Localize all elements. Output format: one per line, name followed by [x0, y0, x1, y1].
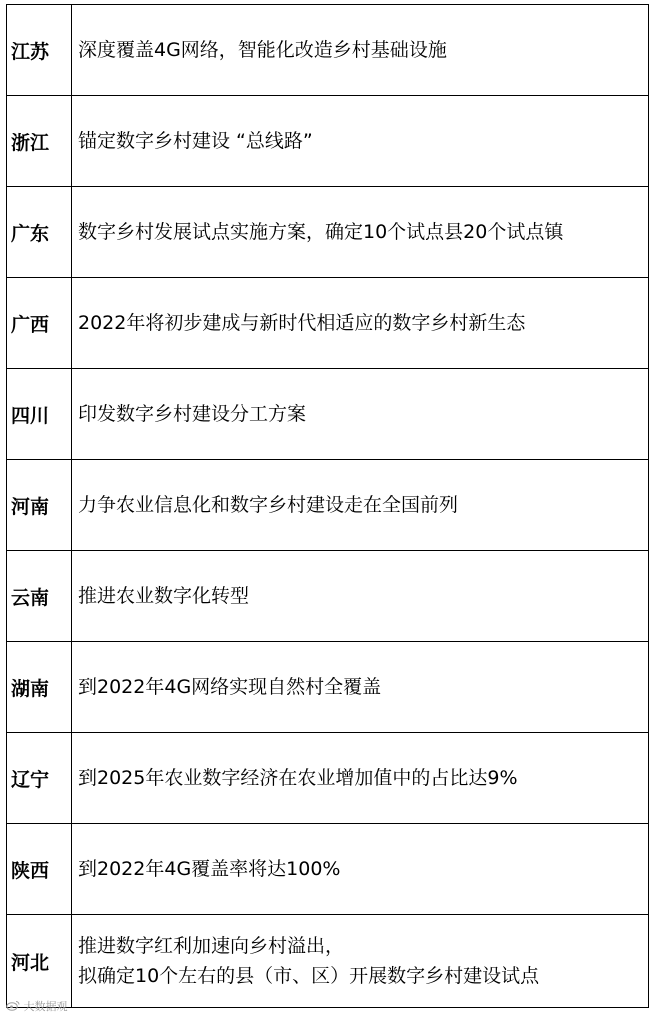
- policy-description: [72, 551, 649, 642]
- policy-line: 到2022年4G覆盖率将达100%: [78, 858, 341, 880]
- table-row: [7, 915, 649, 1008]
- province-name: 广东: [7, 187, 72, 278]
- table-row: [7, 642, 649, 733]
- table-row: [7, 551, 649, 642]
- table-row: [7, 733, 649, 824]
- province-policy-table: [6, 4, 649, 1008]
- province-name: 辽宁: [7, 733, 72, 824]
- province-name: 广西: [7, 278, 72, 369]
- watermark: [6, 998, 68, 1014]
- policy-line: 拟确定10个左右的县（市、区）开展数字乡村建设试点: [78, 965, 540, 987]
- table-row: [7, 187, 649, 278]
- policy-line: 深度覆盖4G网络，智能化改造乡村基础设施: [78, 39, 447, 61]
- policy-description: [72, 96, 649, 187]
- policy-line: 到2022年4G网络实现自然村全覆盖: [78, 676, 382, 698]
- policy-description: [72, 824, 649, 915]
- policy-line: 2022年将初步建成与新时代相适应的数字乡村新生态: [78, 312, 526, 334]
- policy-description: [72, 278, 649, 369]
- table-row: [7, 96, 649, 187]
- policy-description: [72, 733, 649, 824]
- policy-line: 力争农业信息化和数字乡村建设走在全国前列: [78, 494, 459, 516]
- policy-description: [72, 460, 649, 551]
- table-row: [7, 5, 649, 96]
- province-name: 江苏: [7, 5, 72, 96]
- policy-line: 印发数字乡村建设分工方案: [78, 403, 307, 425]
- policy-description: [72, 187, 649, 278]
- policy-description: [72, 642, 649, 733]
- province-name: 湖南: [7, 642, 72, 733]
- table-row: [7, 278, 649, 369]
- province-name: 陕西: [7, 824, 72, 915]
- policy-line: 数字乡村发展试点实施方案，确定10个试点县20个试点镇: [78, 221, 564, 243]
- province-name: 河北: [7, 915, 72, 1008]
- table-row: [7, 460, 649, 551]
- weibo-icon: [6, 1000, 20, 1011]
- province-name: 河南: [7, 460, 72, 551]
- policy-description: [72, 369, 649, 460]
- policy-description: [72, 5, 649, 96]
- policy-line: 锚定数字乡村建设 “总线路”: [78, 130, 313, 152]
- province-name: 四川: [7, 369, 72, 460]
- policy-line: 推进农业数字化转型: [78, 585, 250, 607]
- watermark-text: 大数据观: [23, 1000, 68, 1013]
- table-row: [7, 369, 649, 460]
- province-name: 浙江: [7, 96, 72, 187]
- policy-line: 到2025年农业数字经济在农业增加值中的占比达9%: [78, 767, 518, 789]
- table-row: [7, 824, 649, 915]
- province-name: 云南: [7, 551, 72, 642]
- policy-line: 推进数字红利加速向乡村溢出，: [78, 935, 345, 957]
- policy-description: [72, 915, 649, 1008]
